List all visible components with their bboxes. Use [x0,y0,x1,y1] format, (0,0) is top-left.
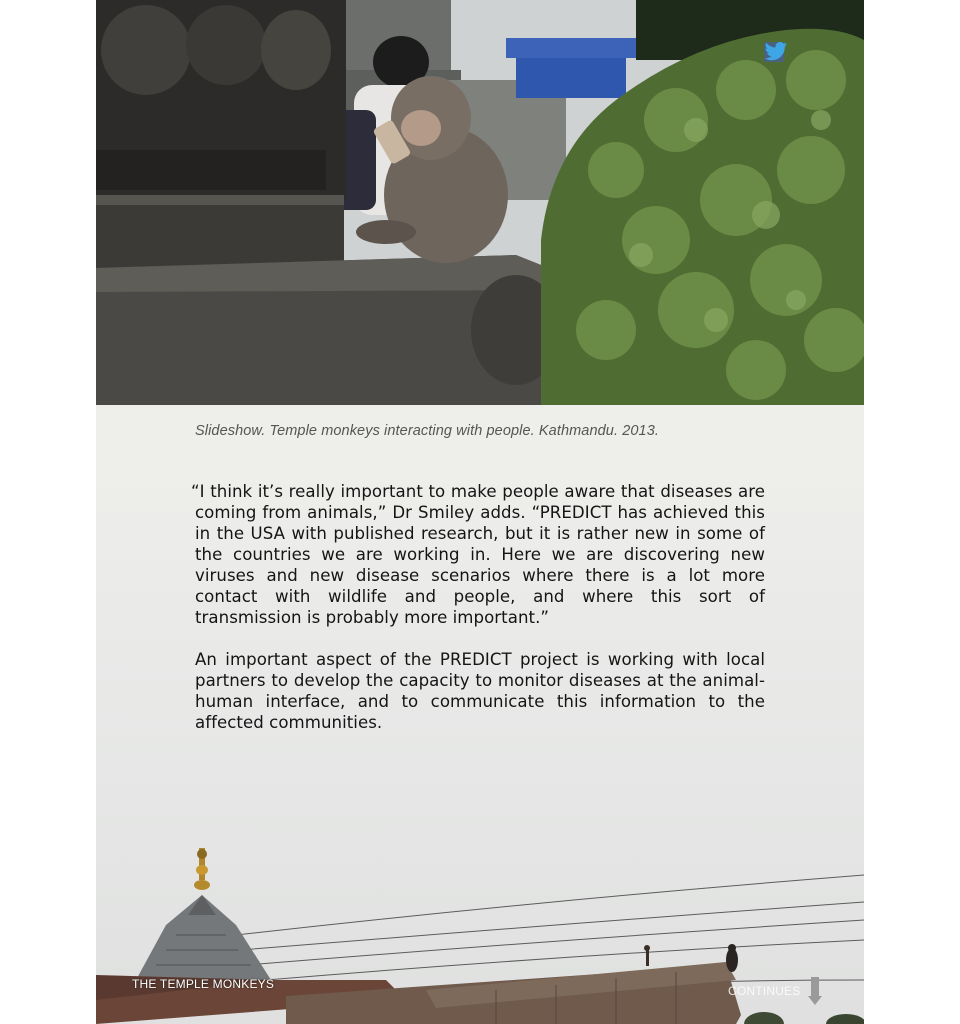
social-share [764,42,784,62]
hero-photo-illustration [96,0,864,405]
arrow-down-icon [808,977,822,1005]
body-paragraph: An important aspect of the PREDICT project is working with local partners to develop the capacity to monitor diseases at the animal-human interface, and to communicate this information to the affected communities. [195,650,765,732]
section-title: THE TEMPLE MONKEYS [132,977,275,991]
hero-photo[interactable] [96,0,864,405]
article-body [191,481,765,754]
article-page [96,0,864,1024]
continues-label: CONTINUES [728,984,801,998]
twitter-icon[interactable] [764,42,788,62]
continues-button[interactable] [728,977,822,1005]
photo-caption: Slideshow. Temple monkeys interacting with people. Kathmandu. 2013. [195,423,659,439]
body-paragraph-quote: “I think it’s really important to make people aware that diseases are coming from animals,” Dr Smiley adds. “PREDICT has achieved this in the USA with published research, but it is rather new in some of the countries we are working in. Here we are discovering new viruses and new disease scenarios where there is a lot more contact with wildlife and people, and where this sort of transmission is probably more important.” [191,482,765,627]
